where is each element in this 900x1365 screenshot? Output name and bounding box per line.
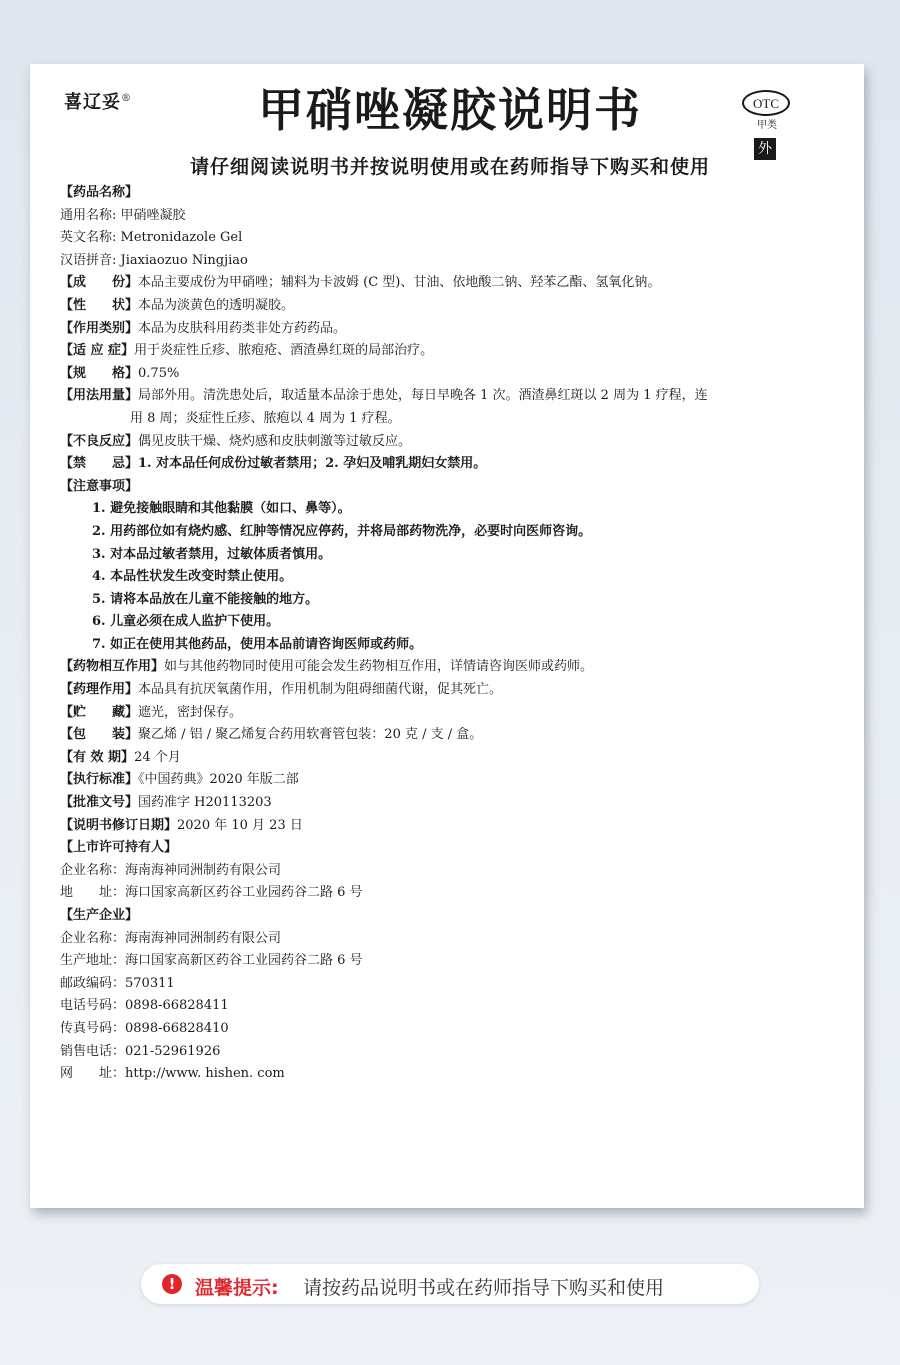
otc-class-label: 甲类	[757, 120, 777, 131]
drug-name-heading: 【药品名称】	[60, 185, 139, 200]
precaution-item: 6. 儿童必须在成人监护下使用。	[92, 614, 280, 630]
producer-company: 企业名称：海南海神同洲制药有限公司	[60, 930, 282, 946]
character-row	[60, 295, 760, 318]
website: 网 址：http://www. hishen. com	[60, 1066, 285, 1082]
precaution-item: 7. 如正在使用其他药品，使用本品前请咨询医师或药师。	[92, 636, 423, 652]
generic-name: 通用名称: 甲硝唑凝胶	[60, 207, 186, 223]
interaction-label: 【药物相互作用】	[60, 659, 165, 675]
reminder-banner	[141, 1264, 759, 1304]
validity-label: 【有 效 期】	[60, 749, 135, 765]
validity-row	[60, 747, 760, 770]
standard-row	[60, 769, 760, 792]
spec-row	[60, 363, 760, 386]
standard-label: 【执行标准】	[60, 772, 139, 788]
precaution-item: 3. 对本品过敏者禁用，过敏体质者慎用。	[92, 546, 332, 562]
holder-heading: 【上市许可持有人】	[60, 840, 178, 856]
adverse-text: 偶见皮肤干燥、烧灼感和皮肤刺激等过敏反应。	[138, 433, 412, 449]
standard-text: 《中国药典》2020 年版二部	[138, 772, 299, 788]
precaution-item: 5. 请将本品放在儿童不能接触的地方。	[92, 591, 319, 607]
usage-row-continued	[60, 408, 760, 431]
leaflet-content	[60, 182, 760, 1086]
indications-label: 【适 应 症】	[60, 343, 135, 359]
usage-text-line2: 用 8 周；炎症性丘疹、脓疱以 4 周为 1 疗程。	[130, 410, 401, 426]
revision-text: 2020 年 10 月 23 日	[177, 817, 303, 833]
storage-label: 【贮 藏】	[60, 704, 139, 720]
reminder-label: 温馨提示:	[195, 1277, 279, 1299]
registered-mark: ®	[121, 93, 132, 104]
otc-badge: OTC	[742, 90, 790, 116]
contraindications-text: 1. 对本品任何成份过敏者禁用；2. 孕妇及哺乳期妇女禁用。	[138, 456, 487, 472]
category-label: 【作用类别】	[60, 320, 139, 336]
indications-row	[60, 340, 760, 363]
pharmacology-label: 【药理作用】	[60, 682, 139, 698]
storage-row	[60, 702, 760, 725]
phone-number: 电话号码：0898-66828411	[60, 998, 229, 1014]
holder-company: 企业名称：海南海神同洲制药有限公司	[60, 862, 282, 878]
interaction-row	[60, 656, 760, 679]
validity-text: 24 个月	[134, 749, 181, 765]
character-text: 本品为淡黄色的透明凝胶。	[138, 297, 295, 313]
contraindications-row	[60, 453, 760, 476]
spec-label: 【规 格】	[60, 365, 139, 381]
brand-name: 喜辽妥	[64, 92, 121, 113]
storage-text: 遮光，密封保存。	[138, 704, 243, 720]
pharmacology-text: 本品具有抗厌氧菌作用，作用机制为阻碍细菌代谢，促其死亡。	[138, 682, 503, 698]
revision-row	[60, 815, 760, 838]
holder-address: 地 址：海口国家高新区药谷工业园药谷二路 6 号	[60, 885, 363, 901]
character-label: 【性 状】	[60, 297, 139, 313]
postcode: 邮政编码：570311	[60, 975, 175, 991]
precaution-item: 4. 本品性状发生改变时禁止使用。	[92, 569, 293, 585]
category-text: 本品为皮肤科用药类非处方药药品。	[138, 320, 347, 336]
interaction-text: 如与其他药物同时使用可能会发生药物相互作用，详情请咨询医师或药师。	[164, 659, 594, 675]
adverse-row	[60, 431, 760, 454]
contraindications-label: 【禁 忌】	[60, 456, 139, 472]
ingredients-row	[60, 272, 760, 295]
page-title: 甲硝唑凝胶说明书	[258, 83, 642, 137]
package-label: 【包 装】	[60, 727, 139, 743]
external-use-badge: 外	[754, 138, 776, 160]
pinyin-name: 汉语拼音: Jiaxiaozuo Ningjiao	[60, 252, 248, 268]
fax-number: 传真号码：0898-66828410	[60, 1020, 229, 1036]
precautions-heading: 【注意事项】	[60, 478, 139, 494]
ingredients-label: 【成 份】	[60, 275, 139, 291]
producer-heading: 【生产企业】	[60, 908, 139, 923]
exclamation-icon: !	[162, 1274, 182, 1294]
package-row	[60, 724, 760, 747]
package-text: 聚乙烯 / 铝 / 聚乙烯复合药用软膏管包装：20 克 / 支 / 盒。	[138, 727, 483, 743]
spec-text: 0.75%	[138, 365, 180, 381]
precaution-item: 1. 避免接触眼睛和其他黏膜（如口、鼻等）。	[92, 501, 351, 517]
english-name: 英文名称: Metronidazole Gel	[60, 230, 243, 246]
producer-address: 生产地址：海口国家高新区药谷工业园药谷二路 6 号	[60, 953, 363, 969]
indications-text: 用于炎症性丘疹、脓疱疮、酒渣鼻红斑的局部治疗。	[134, 343, 434, 359]
usage-label: 【用法用量】	[60, 388, 139, 404]
approval-text: 国药准字 H20113203	[138, 795, 272, 811]
usage-row	[60, 385, 760, 408]
precaution-item: 2. 用药部位如有烧灼感、红肿等情况应停药，并将局部药物洗净，必要时向医师咨询。	[92, 523, 592, 539]
ingredients-text: 本品主要成份为甲硝唑；辅料为卡波姆 (C 型)、甘油、依地酸二钠、羟苯乙酯、氢氧化钠。	[138, 275, 661, 291]
adverse-label: 【不良反应】	[60, 433, 139, 449]
sales-phone: 销售电话：021-52961926	[60, 1043, 221, 1059]
pharmacology-row	[60, 679, 760, 702]
revision-label: 【说明书修订日期】	[60, 817, 178, 833]
reminder-text: 请按药品说明书或在药师指导下购买和使用	[303, 1277, 665, 1299]
category-row	[60, 318, 760, 341]
usage-advice-subtitle: 请仔细阅读说明书并按说明使用或在药师指导下购买和使用	[189, 156, 710, 178]
usage-text-line1: 局部外用。清洗患处后，取适量本品涂于患处，每日早晚各 1 次。酒渣鼻红斑以 2 周为 1 疗程，连	[138, 388, 708, 404]
approval-row	[60, 792, 760, 815]
approval-label: 【批准文号】	[60, 795, 139, 811]
